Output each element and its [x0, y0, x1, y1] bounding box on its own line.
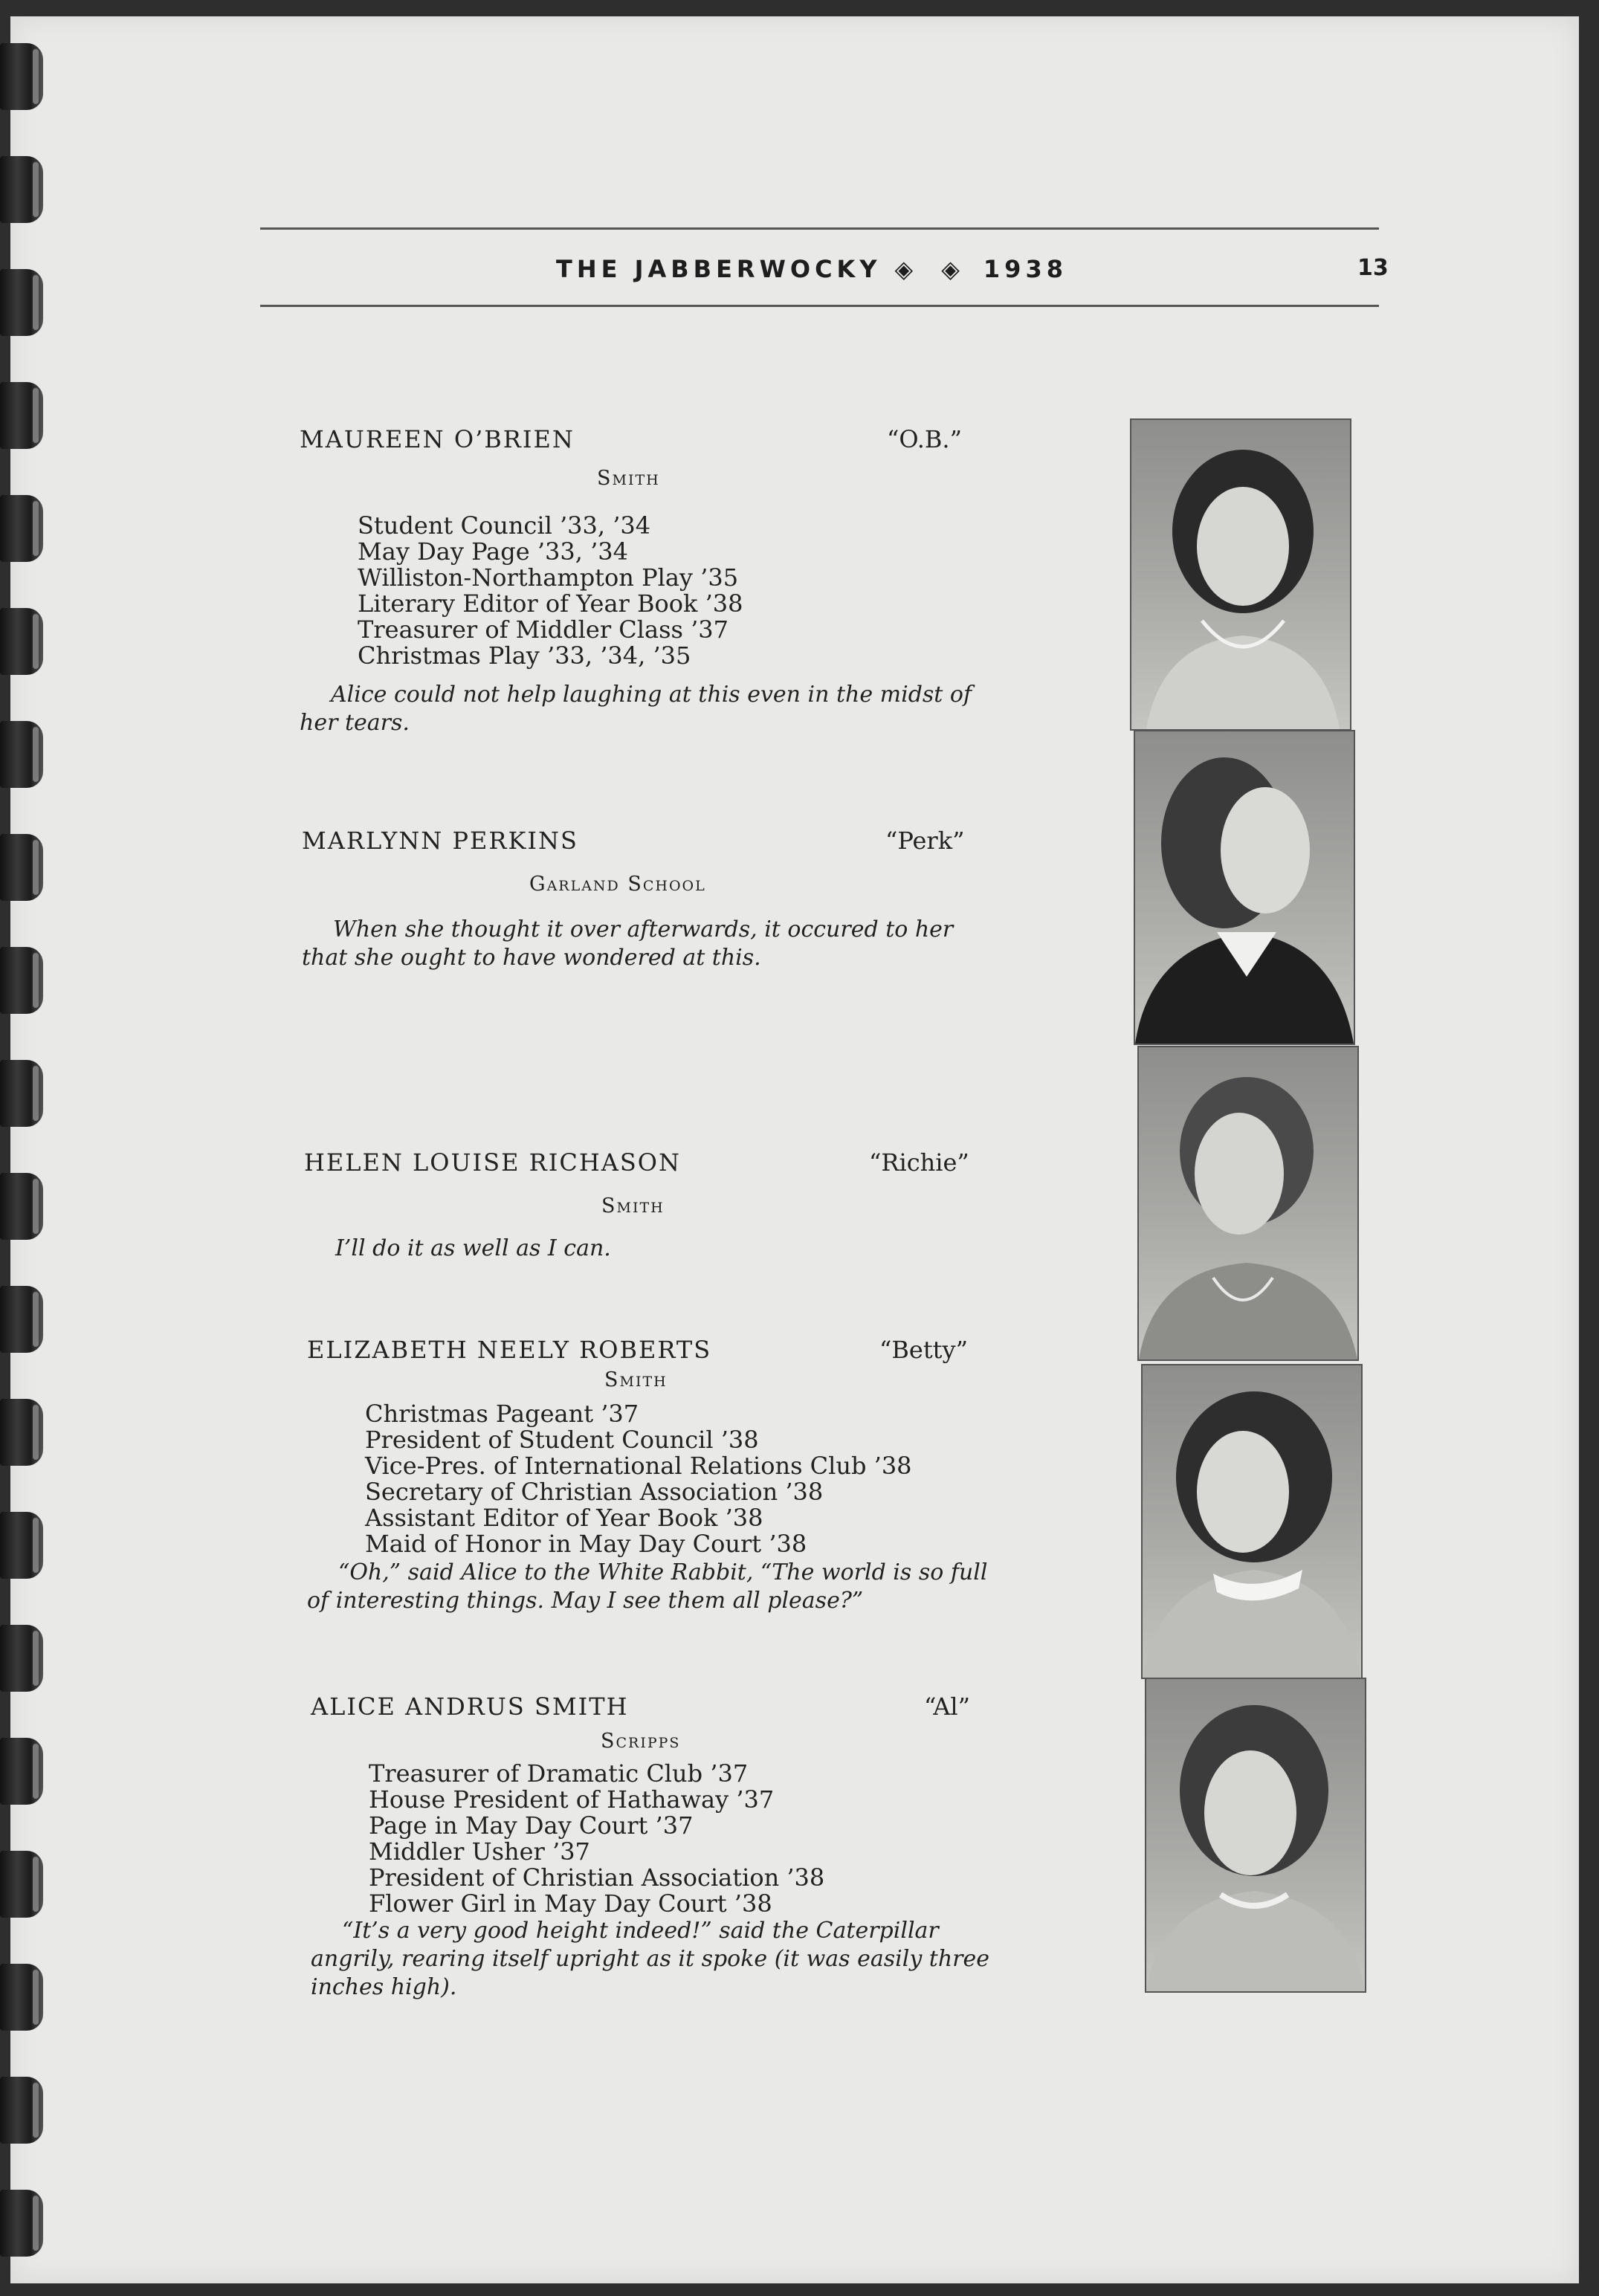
binding-coil [0, 1512, 43, 1579]
binding-coil [0, 1399, 43, 1466]
binding-coil [0, 2190, 43, 2257]
activity-item: Secretary of Christian Association ’38 [365, 1478, 824, 1506]
senior-school: Scripps [601, 1730, 681, 1753]
activity-item: Literary Editor of Year Book ’38 [358, 589, 743, 618]
binding-coil [0, 43, 43, 110]
senior-quote: “Oh,” said Alice to the White Rabbit, “The world is so full of interesting things. May I see them all please?” [307, 1559, 988, 1614]
senior-name: ALICE ANDRUS SMITH [311, 1692, 629, 1721]
activity-item: House President of Hathaway ’37 [369, 1785, 775, 1814]
portrait-photo [1130, 418, 1351, 731]
senior-name: MAUREEN O’BRIEN [300, 425, 575, 453]
binding-coil [0, 1625, 43, 1692]
binding-coil [0, 834, 43, 901]
spiral-binding [0, 0, 52, 2296]
senior-nickname: “Perk” [885, 827, 965, 855]
binding-coil [0, 1173, 43, 1240]
binding-coil [0, 495, 43, 562]
activity-item: May Day Page ’33, ’34 [358, 537, 628, 566]
senior-quote: Alice could not help laughing at this even in the midst of her tears. [300, 682, 972, 736]
senior-nickname: “O.B.” [887, 425, 962, 453]
activity-list [365, 1401, 912, 1557]
activity-item: Assistant Editor of Year Book ’38 [365, 1504, 763, 1532]
binding-coil [0, 1060, 43, 1127]
senior-school: Smith [604, 1368, 668, 1391]
activity-list [358, 513, 743, 669]
senior-nickname: “Richie” [869, 1148, 969, 1177]
portrait-photo [1145, 1678, 1366, 1993]
portrait-photo [1141, 1364, 1363, 1679]
binding-coil [0, 608, 43, 675]
activity-item: President of Student Council ’38 [365, 1426, 759, 1454]
senior-quote: I’ll do it as well as I can. [335, 1235, 611, 1261]
binding-coil [0, 1286, 43, 1353]
activity-item: Flower Girl in May Day Court ’38 [369, 1889, 772, 1918]
activity-item: Middler Usher ’37 [369, 1837, 590, 1866]
senior-name: ELIZABETH NEELY ROBERTS [307, 1336, 712, 1364]
senior-name: HELEN LOUISE RICHASON [304, 1148, 681, 1177]
senior-nickname: “Al” [924, 1692, 970, 1721]
binding-coil [0, 947, 43, 1014]
header-rule-top [260, 227, 1379, 230]
activity-item: Treasurer of Middler Class ’37 [358, 615, 729, 644]
senior-quote: “It’s a very good height indeed!” said the Caterpillar angrily, rearing itself upright as it spoke (it was easily three inches high). [311, 1918, 990, 2000]
header-rule-bottom [260, 305, 1379, 307]
activity-item: Christmas Pageant ’37 [365, 1400, 639, 1428]
senior-school: Garland School [529, 873, 706, 896]
activity-item: President of Christian Association ’38 [369, 1863, 825, 1892]
activity-item: Student Council ’33, ’34 [358, 511, 651, 540]
senior-school: Smith [597, 467, 660, 490]
activity-item: Page in May Day Court ’37 [369, 1811, 694, 1840]
portrait-photo [1134, 730, 1355, 1045]
binding-coil [0, 382, 43, 449]
publication-year: 1938 [983, 255, 1067, 283]
binding-coil [0, 269, 43, 336]
activity-item: Williston-Northampton Play ’35 [358, 563, 739, 592]
senior-school: Smith [601, 1194, 665, 1217]
diamond-ornament-icon: ◈ ◈ [894, 255, 970, 283]
activity-item: Vice-Pres. of International Relations Club ’38 [365, 1452, 912, 1480]
activity-item: Treasurer of Dramatic Club ’37 [369, 1759, 749, 1788]
running-header [556, 255, 1067, 283]
binding-coil [0, 1964, 43, 2031]
senior-nickname: “Betty” [879, 1336, 968, 1364]
publication-title: THE JABBERWOCKY [556, 255, 882, 283]
page-number: 13 [1357, 255, 1389, 281]
senior-name: MARLYNN PERKINS [302, 827, 578, 855]
binding-coil [0, 721, 43, 788]
activity-list [369, 1761, 824, 1917]
binding-coil [0, 1738, 43, 1805]
activity-item: Maid of Honor in May Day Court ’38 [365, 1530, 807, 1558]
portrait-photo [1137, 1046, 1359, 1361]
binding-coil [0, 2077, 43, 2144]
senior-quote: When she thought it over afterwards, it occured to her that she ought to have wondered at this. [302, 916, 954, 971]
binding-coil [0, 156, 43, 223]
activity-item: Christmas Play ’33, ’34, ’35 [358, 641, 691, 670]
binding-coil [0, 1851, 43, 1918]
